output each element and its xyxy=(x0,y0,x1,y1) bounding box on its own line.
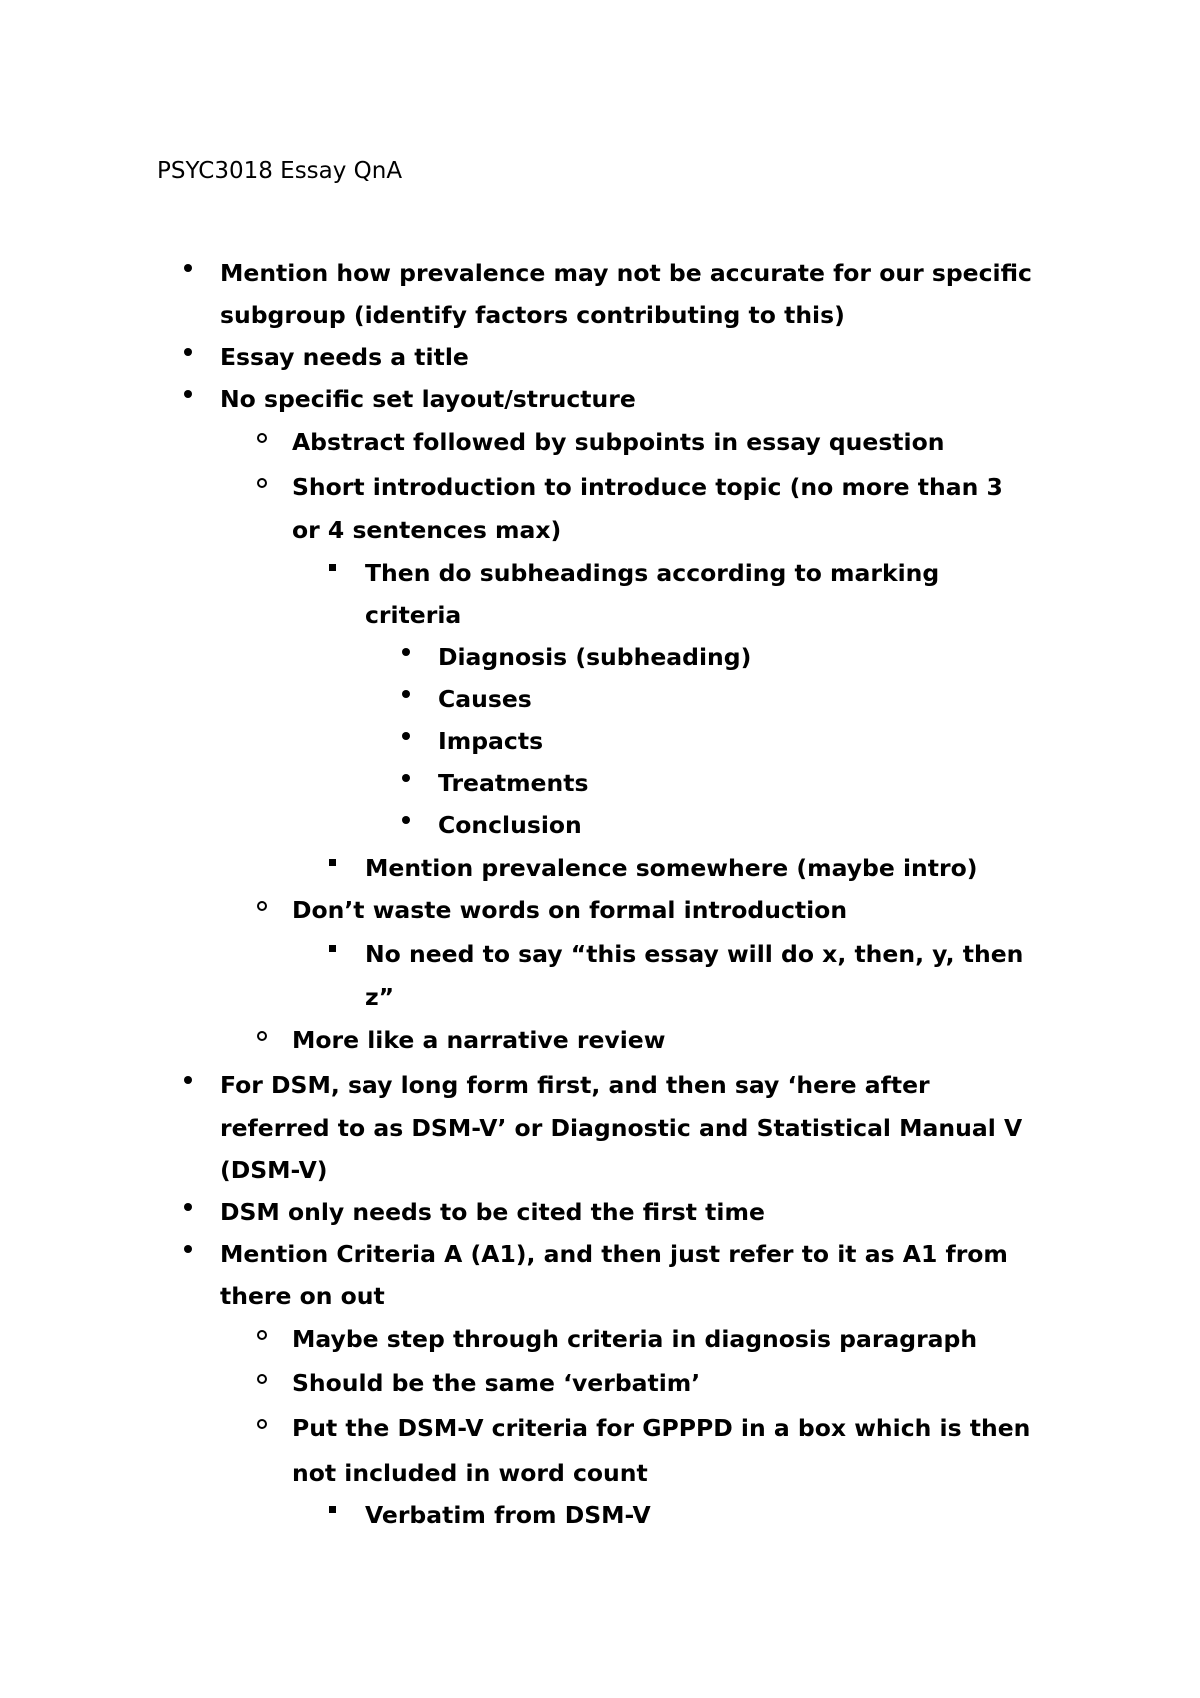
disc-bullet-icon xyxy=(184,1076,192,1084)
list-item-text: Mention how prevalence may not be accurate for our specific xyxy=(220,259,1032,287)
list-item-text: Diagnosis (subheading) xyxy=(438,643,752,671)
list-item-text: not included in word count xyxy=(292,1459,648,1487)
document-title: PSYC3018 Essay QnA xyxy=(157,158,403,184)
circle-bullet-icon xyxy=(257,901,267,911)
list-item-text: Don’t waste words on formal introduction xyxy=(292,896,848,924)
square-bullet-icon xyxy=(329,1506,336,1513)
circle-bullet-icon xyxy=(257,478,267,488)
disc-bullet-icon xyxy=(402,690,410,698)
list-item-text: Essay needs a title xyxy=(220,343,469,371)
disc-bullet-icon xyxy=(184,348,192,356)
square-bullet-icon xyxy=(329,564,336,571)
list-item-text: No need to say “this essay will do x, then, y, then xyxy=(365,940,1024,968)
square-bullet-icon xyxy=(329,945,336,952)
list-item-text: Impacts xyxy=(438,727,544,755)
list-item-text: or 4 sentences max) xyxy=(292,516,562,544)
list-item-text: Short introduction to introduce topic (no more than 3 xyxy=(292,473,1003,501)
list-item-text: there on out xyxy=(220,1282,385,1310)
list-item-text: Mention prevalence somewhere (maybe intro) xyxy=(365,854,978,882)
circle-bullet-icon xyxy=(257,1031,267,1041)
list-item-text: For DSM, say long form first, and then say ‘here after xyxy=(220,1071,930,1099)
circle-bullet-icon xyxy=(257,433,267,443)
list-item-text: Conclusion xyxy=(438,811,582,839)
list-item-text: Should be the same ‘verbatim’ xyxy=(292,1369,701,1397)
disc-bullet-icon xyxy=(402,732,410,740)
list-item-text: More like a narrative review xyxy=(292,1026,666,1054)
list-item-text: DSM only needs to be cited the first time xyxy=(220,1198,765,1226)
list-item-text: Treatments xyxy=(438,769,589,797)
list-item-text: Put the DSM-V criteria for GPPPD in a box which is then xyxy=(292,1414,1031,1442)
disc-bullet-icon xyxy=(402,816,410,824)
list-item-text: Abstract followed by subpoints in essay question xyxy=(292,428,945,456)
disc-bullet-icon xyxy=(402,648,410,656)
disc-bullet-icon xyxy=(402,774,410,782)
circle-bullet-icon xyxy=(257,1374,267,1384)
list-item-text: z” xyxy=(365,983,395,1011)
list-item-text: Mention Criteria A (A1), and then just refer to it as A1 from xyxy=(220,1240,1008,1268)
list-item-text: Maybe step through criteria in diagnosis paragraph xyxy=(292,1325,978,1353)
disc-bullet-icon xyxy=(184,264,192,272)
circle-bullet-icon xyxy=(257,1419,267,1429)
list-item-text: Then do subheadings according to marking xyxy=(365,559,940,587)
list-item-text: Verbatim from DSM-V xyxy=(365,1501,651,1529)
list-item-text: referred to as DSM-V’ or Diagnostic and Statistical Manual V xyxy=(220,1114,1023,1142)
disc-bullet-icon xyxy=(184,1203,192,1211)
circle-bullet-icon xyxy=(257,1330,267,1340)
list-item-text: criteria xyxy=(365,601,462,629)
disc-bullet-icon xyxy=(184,390,192,398)
list-item-text: subgroup (identify factors contributing to this) xyxy=(220,301,845,329)
list-item-text: (DSM-V) xyxy=(220,1156,328,1184)
disc-bullet-icon xyxy=(184,1245,192,1253)
square-bullet-icon xyxy=(329,859,336,866)
list-item-text: Causes xyxy=(438,685,532,713)
list-item-text: No specific set layout/structure xyxy=(220,385,636,413)
